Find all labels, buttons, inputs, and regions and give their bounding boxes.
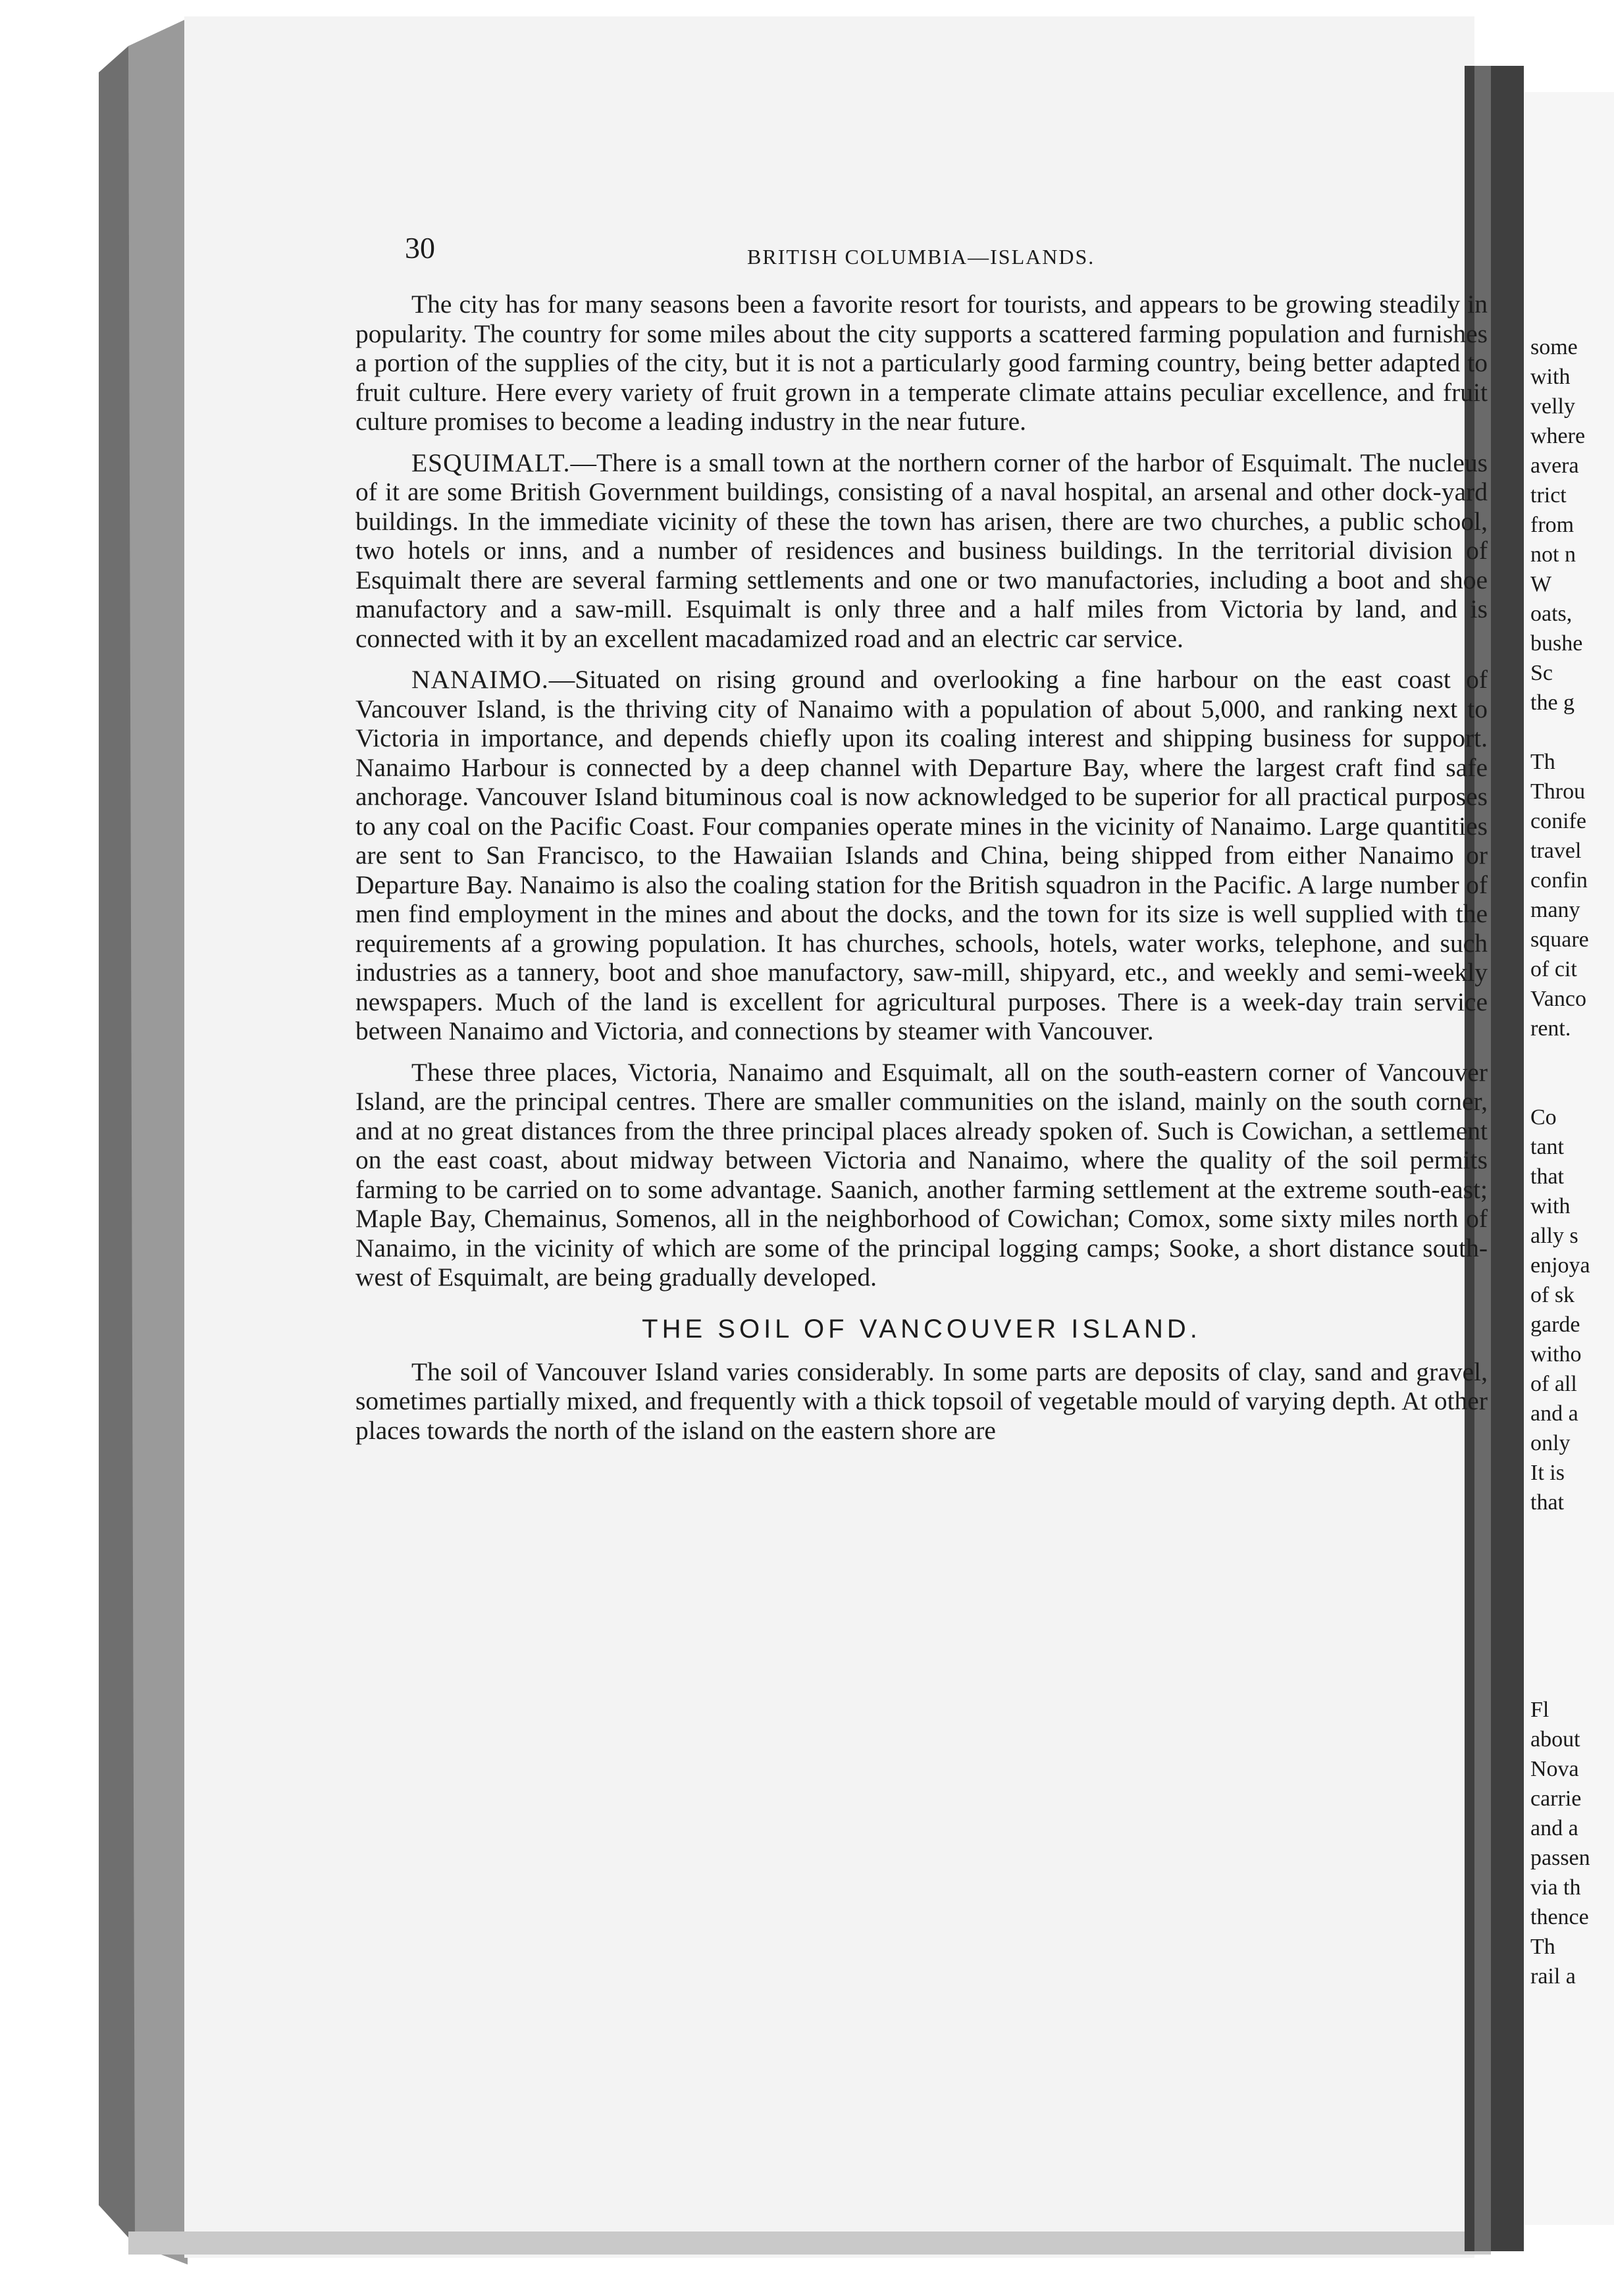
right-page-line: of cit (1530, 957, 1577, 981)
right-page-line: bushe (1530, 631, 1583, 656)
right-page-line: rent. (1530, 1016, 1571, 1041)
right-page-line: many (1530, 898, 1580, 922)
right-page-line: not n (1530, 542, 1576, 567)
top-scan-border (99, 0, 1614, 14)
right-page-line: with (1530, 1194, 1571, 1218)
right-page-line: the g (1530, 691, 1575, 715)
right-page-line: where (1530, 424, 1586, 448)
paragraph-esquimalt (355, 448, 1488, 654)
right-page-line: confin (1530, 868, 1588, 893)
right-page-line: travel (1530, 839, 1582, 863)
paragraph-text: —Situated on rising ground and overlooking a fine harbour on the east coast of Vancouver Island, is the thriving city of Nanaimo with a population of about 5,000, and ranking next to Victoria in importance, and depends chiefly upon its coaling interest and shipping business for support. Nanaimo Harbour is connected by a deep channel with Departure Bay, where the largest craft find safe anchorage. Vancouver Island bituminous coal is now acknowledged to be superior for all practical purposes to any coal on the Pacific Coast. Four companies operate mines in the vicinity of Nanaimo. Large quantities are sent to San Francisco, to the Hawaiian Islands and China, being shipped from either Nanaimo or Departure Bay. Nanaimo is also the coaling station for the British squadron in the Pacific. A large number of men find employment in the mines and about the docks, and the town for its size is well supplied with the requirements af a growing population. It has churches, schools, hotels, water works, telephone, and such industries as a tannery, boot and shoe manufactory, saw-mill, shipyard, etc., and weekly and semi-weekly newspapers. Much of the land is excellent for agricultural purposes. There is a week-day train service between Nanaimo and Victoria, and connections by steamer with Vancouver. (355, 665, 1488, 1045)
right-page-fragment (1530, 332, 1614, 1991)
paragraph-principal-centres (355, 1058, 1488, 1292)
right-page-line: of sk (1530, 1283, 1575, 1307)
right-page-line: about (1530, 1727, 1580, 1752)
right-page-line: garde (1530, 1313, 1580, 1337)
right-page-line: via th (1530, 1875, 1581, 1900)
right-page-line: oats, (1530, 602, 1573, 626)
paragraph-text: These three places, Victoria, Nanaimo and Esquimalt, all on the south-eastern corner of Vancouver Island, are the principal centres. There are smaller communities on the island, mainly on the south corner, and at no great distances from the three principal places already spoken of. Such is Cowichan, a settlement on the east coast, about midway between Victoria and Nanaimo, where the quality of the soil permits farming to be carried on to some advantage. Saanich, another farming settlement at the extreme south-east; Maple Bay, Chemainus, Somenos, all in the neighborhood of Cowichan; Comox, some sixty miles north of Nanaimo, in the vicinity of which are some of the principal logging camps; Sooke, a short distance south-west of Esquimalt, are being gradually developed. (355, 1057, 1488, 1292)
right-page-line (1530, 1606, 1614, 1636)
left-page-bottom-edge (128, 2231, 1491, 2255)
right-page-line: only (1530, 1431, 1571, 1455)
right-page-line (1530, 1636, 1614, 1665)
right-page-line: rail a (1530, 1964, 1576, 1989)
right-page-line (1530, 1073, 1614, 1103)
right-page-line (1530, 1547, 1614, 1577)
left-page (355, 230, 1488, 1457)
right-page-line (1530, 1577, 1614, 1606)
paragraph-text: The city has for many seasons been a favorite resort for tourists, and appears to be growing steadily in popularity. The country for some miles about the city supports a scattered farming population and furnishes a portion of the supplies of the city, but it is not a particularly good farming country, being better adapted to fruit culture. Here every variety of fruit grown in a temperate climate attains peculiar excellence, and fruit culture promises to become a leading industry in the near future. (355, 290, 1488, 436)
page-number: 30 (405, 231, 435, 265)
right-page-line: Th (1530, 750, 1555, 774)
paragraph-lead: NANAIMO. (411, 665, 549, 694)
right-page-line: tant (1530, 1135, 1564, 1159)
right-page-line: and a (1530, 1401, 1578, 1426)
right-page-line: Fl (1530, 1698, 1549, 1722)
right-page-line (1530, 1665, 1614, 1695)
right-page-line: passen (1530, 1846, 1590, 1870)
right-page-line: trict (1530, 483, 1567, 508)
right-page-line: of all (1530, 1372, 1577, 1396)
right-page-line: enjoya (1530, 1253, 1590, 1278)
paragraph-city-tourism (355, 290, 1488, 436)
right-page-line: from (1530, 513, 1575, 537)
right-page-line: and a (1530, 1816, 1578, 1840)
running-head: BRITISH COLUMBIA—ISLANDS. (747, 245, 1095, 269)
right-page-line: that (1530, 1490, 1564, 1515)
right-page-line: Co (1530, 1105, 1557, 1130)
right-page-line (1530, 718, 1614, 747)
right-page-line: Vanco (1530, 987, 1586, 1011)
book-page-stack (128, 18, 188, 2264)
right-page-line: avera (1530, 454, 1579, 478)
right-page-line: carrie (1530, 1787, 1582, 1811)
right-page-line: square (1530, 927, 1589, 952)
right-page-line: with (1530, 365, 1571, 389)
right-page-line: Sc (1530, 661, 1553, 685)
paragraph-text: —There is a small town at the northern corner of the harbor of Esquimalt. The nucleus of it are some British Government buildings, consisting of a naval hospital, an arsenal and other dock-yard buildings. In the immediate vicinity of these the town has arisen, there are two churches, a public school, two hotels or inns, and a number of residences and business buildings. In the territorial division of Esquimalt there are several farming settlements and one or two manufactories, including a boot and shoe manufactory and a saw-mill. Esquimalt is only three and a half miles from Victoria by land, and is connected with it by an excellent macadamized road and an electric car service. (355, 448, 1488, 653)
paragraph-soil: The soil of Vancouver Island varies considerably. In some parts are deposits of clay, sand and gravel, sometimes partially mixed, and frequently with a thick topsoil of vegetable mould of varying depth. At other places towards the north of the island on the eastern shore are (355, 1357, 1488, 1445)
right-page-line: thence (1530, 1905, 1589, 1929)
right-page-line (1530, 1043, 1614, 1073)
right-page-line (1530, 1517, 1614, 1547)
right-page-line: that (1530, 1164, 1564, 1189)
paragraph-lead: ESQUIMALT. (411, 448, 571, 477)
right-page-line: conife (1530, 809, 1586, 833)
right-page-line: velly (1530, 394, 1575, 419)
section-heading: THE SOIL OF VANCOUVER ISLAND. (642, 1314, 1201, 1344)
paragraph-nanaimo (355, 665, 1488, 1046)
page-header (355, 230, 1488, 290)
right-page-line: It is (1530, 1461, 1565, 1485)
right-page-line: W (1530, 572, 1552, 596)
right-page-line: Th (1530, 1935, 1555, 1959)
right-page-line: ally s (1530, 1224, 1578, 1248)
right-page-line: Throu (1530, 779, 1586, 804)
right-page-line: Nova (1530, 1757, 1579, 1781)
right-page-line: witho (1530, 1342, 1582, 1367)
right-page-line: some (1530, 335, 1578, 359)
